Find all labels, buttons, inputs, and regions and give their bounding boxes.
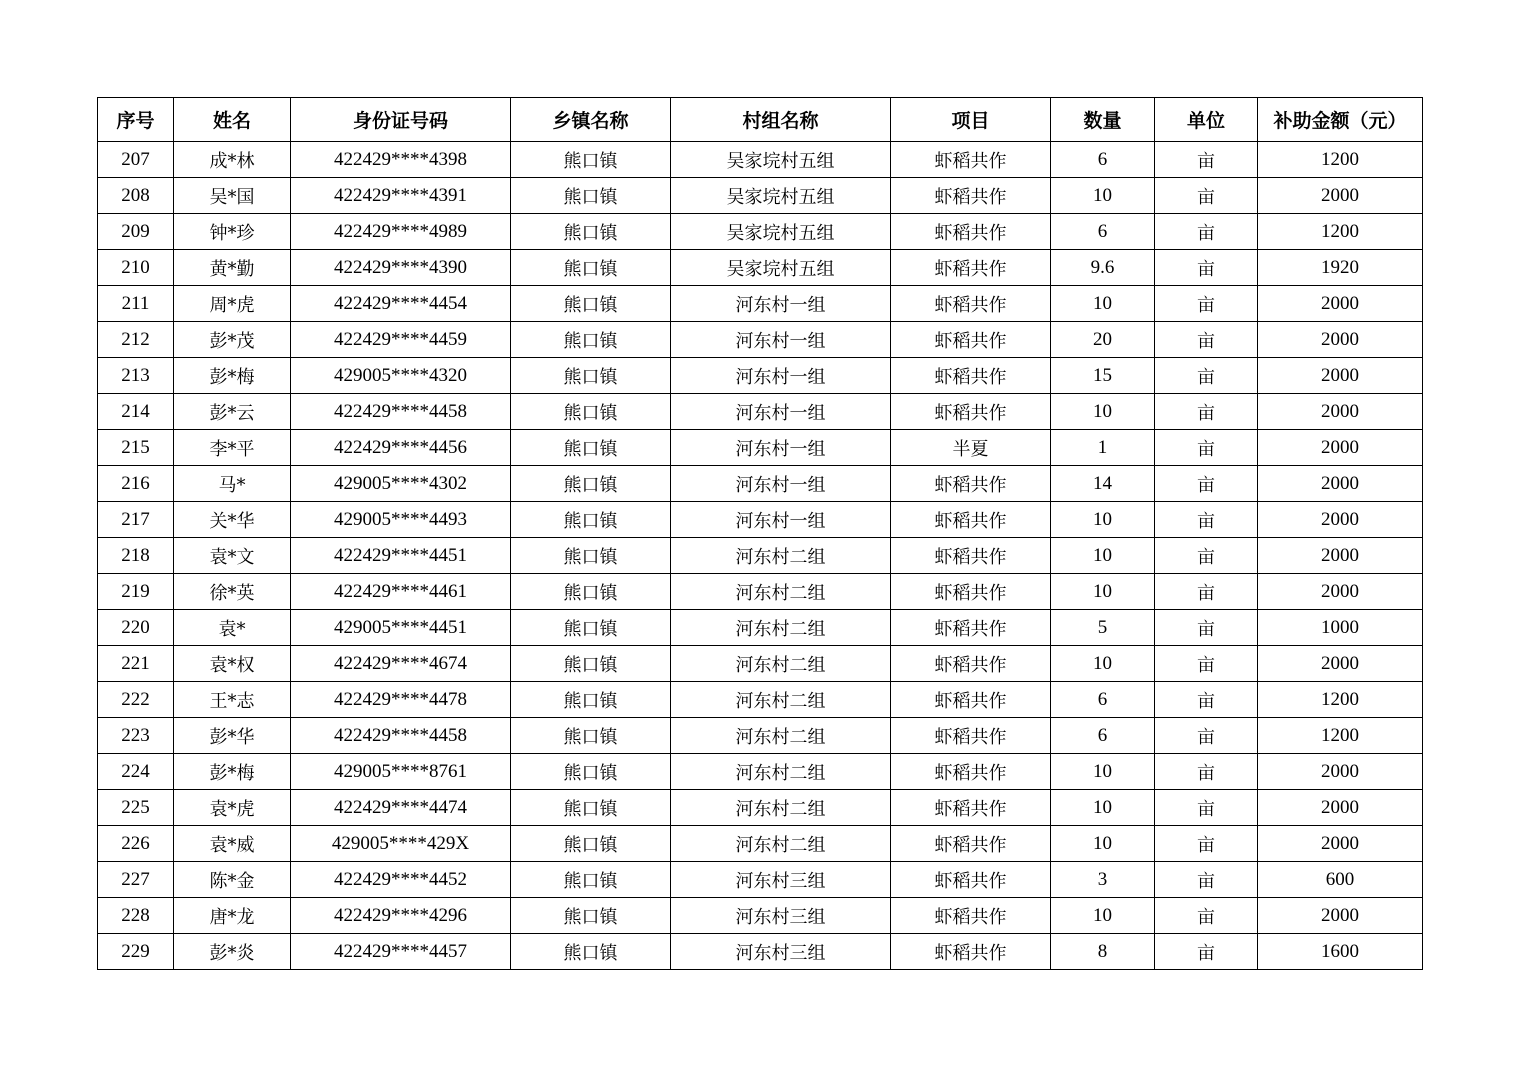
cell-id-number: 422429****4454 [291,286,511,322]
table-row [98,430,1423,466]
cell-subsidy-amount: 1200 [1258,214,1423,250]
cell-name: 周*虎 [174,286,291,322]
table-row [98,790,1423,826]
cell-serial: 218 [98,538,174,574]
cell-project: 虾稻共作 [891,754,1051,790]
cell-id-number: 422429****4391 [291,178,511,214]
cell-quantity: 6 [1051,142,1155,178]
cell-subsidy-amount: 2000 [1258,538,1423,574]
cell-unit: 亩 [1155,142,1258,178]
cell-project: 虾稻共作 [891,466,1051,502]
cell-name: 陈*金 [174,862,291,898]
table-row [98,322,1423,358]
cell-village-group: 河东村二组 [671,790,891,826]
cell-subsidy-amount: 2000 [1258,790,1423,826]
cell-serial: 217 [98,502,174,538]
cell-village-group: 河东村二组 [671,718,891,754]
cell-subsidy-amount: 2000 [1258,358,1423,394]
cell-unit: 亩 [1155,394,1258,430]
header-quantity: 数量 [1051,98,1155,142]
cell-id-number: 429005****4493 [291,502,511,538]
cell-id-number: 422429****4398 [291,142,511,178]
cell-unit: 亩 [1155,754,1258,790]
header-id-number: 身份证号码 [291,98,511,142]
cell-id-number: 422429****4458 [291,394,511,430]
cell-name: 袁*权 [174,646,291,682]
cell-town: 熊口镇 [511,430,671,466]
cell-id-number: 429005****4302 [291,466,511,502]
cell-subsidy-amount: 2000 [1258,574,1423,610]
cell-project: 虾稻共作 [891,322,1051,358]
cell-quantity: 5 [1051,610,1155,646]
cell-quantity: 10 [1051,574,1155,610]
table-body [98,142,1423,970]
cell-quantity: 10 [1051,178,1155,214]
table-row [98,466,1423,502]
cell-name: 彭*梅 [174,754,291,790]
cell-serial: 229 [98,934,174,970]
cell-id-number: 422429****4452 [291,862,511,898]
table-row [98,358,1423,394]
cell-serial: 211 [98,286,174,322]
cell-serial: 209 [98,214,174,250]
cell-id-number: 422429****4674 [291,646,511,682]
table-row [98,826,1423,862]
cell-subsidy-amount: 1200 [1258,142,1423,178]
cell-project: 虾稻共作 [891,790,1051,826]
cell-town: 熊口镇 [511,142,671,178]
cell-project: 虾稻共作 [891,682,1051,718]
header-row [98,98,1423,142]
cell-id-number: 422429****4458 [291,718,511,754]
cell-town: 熊口镇 [511,286,671,322]
cell-unit: 亩 [1155,682,1258,718]
table-row [98,286,1423,322]
cell-id-number: 422429****4461 [291,574,511,610]
cell-serial: 216 [98,466,174,502]
cell-name: 李*平 [174,430,291,466]
cell-id-number: 422429****4451 [291,538,511,574]
cell-project: 虾稻共作 [891,502,1051,538]
cell-unit: 亩 [1155,358,1258,394]
cell-subsidy-amount: 2000 [1258,826,1423,862]
table-row [98,754,1423,790]
cell-serial: 208 [98,178,174,214]
cell-unit: 亩 [1155,790,1258,826]
cell-quantity: 10 [1051,394,1155,430]
cell-village-group: 河东村一组 [671,286,891,322]
cell-serial: 227 [98,862,174,898]
cell-project: 虾稻共作 [891,214,1051,250]
cell-unit: 亩 [1155,646,1258,682]
cell-id-number: 429005****4451 [291,610,511,646]
cell-name: 彭*华 [174,718,291,754]
cell-village-group: 河东村一组 [671,322,891,358]
cell-name: 袁*威 [174,826,291,862]
header-name: 姓名 [174,98,291,142]
table-row [98,646,1423,682]
cell-name: 袁* [174,610,291,646]
cell-village-group: 河东村二组 [671,610,891,646]
cell-name: 吴*国 [174,178,291,214]
header-village-group: 村组名称 [671,98,891,142]
cell-serial: 224 [98,754,174,790]
table-row [98,610,1423,646]
cell-subsidy-amount: 2000 [1258,502,1423,538]
cell-quantity: 14 [1051,466,1155,502]
cell-village-group: 吴家垸村五组 [671,214,891,250]
header-subsidy-amount: 补助金额（元） [1258,98,1423,142]
table-row [98,394,1423,430]
table-row [98,538,1423,574]
cell-village-group: 吴家垸村五组 [671,178,891,214]
cell-serial: 226 [98,826,174,862]
cell-subsidy-amount: 2000 [1258,646,1423,682]
cell-name: 唐*龙 [174,898,291,934]
cell-unit: 亩 [1155,934,1258,970]
cell-town: 熊口镇 [511,862,671,898]
cell-unit: 亩 [1155,502,1258,538]
cell-name: 彭*梅 [174,358,291,394]
cell-project: 虾稻共作 [891,358,1051,394]
cell-serial: 214 [98,394,174,430]
cell-unit: 亩 [1155,826,1258,862]
cell-town: 熊口镇 [511,394,671,430]
cell-subsidy-amount: 2000 [1258,754,1423,790]
cell-town: 熊口镇 [511,178,671,214]
cell-serial: 219 [98,574,174,610]
cell-subsidy-amount: 1200 [1258,682,1423,718]
cell-village-group: 河东村三组 [671,898,891,934]
cell-town: 熊口镇 [511,934,671,970]
cell-quantity: 1 [1051,430,1155,466]
cell-unit: 亩 [1155,574,1258,610]
cell-project: 虾稻共作 [891,250,1051,286]
cell-town: 熊口镇 [511,538,671,574]
cell-quantity: 3 [1051,862,1155,898]
cell-unit: 亩 [1155,610,1258,646]
cell-village-group: 河东村二组 [671,826,891,862]
cell-unit: 亩 [1155,718,1258,754]
cell-serial: 207 [98,142,174,178]
cell-serial: 212 [98,322,174,358]
cell-id-number: 422429****4456 [291,430,511,466]
cell-village-group: 河东村一组 [671,394,891,430]
cell-village-group: 河东村二组 [671,754,891,790]
cell-village-group: 河东村二组 [671,538,891,574]
cell-project: 虾稻共作 [891,898,1051,934]
cell-serial: 221 [98,646,174,682]
cell-town: 熊口镇 [511,754,671,790]
cell-name: 关*华 [174,502,291,538]
cell-unit: 亩 [1155,178,1258,214]
cell-subsidy-amount: 2000 [1258,898,1423,934]
cell-village-group: 河东村三组 [671,934,891,970]
cell-project: 虾稻共作 [891,826,1051,862]
cell-town: 熊口镇 [511,898,671,934]
cell-project: 虾稻共作 [891,142,1051,178]
cell-quantity: 20 [1051,322,1155,358]
cell-quantity: 6 [1051,682,1155,718]
cell-quantity: 10 [1051,790,1155,826]
cell-town: 熊口镇 [511,214,671,250]
cell-id-number: 422429****4459 [291,322,511,358]
cell-unit: 亩 [1155,538,1258,574]
cell-village-group: 河东村一组 [671,358,891,394]
cell-quantity: 10 [1051,646,1155,682]
table-row [98,934,1423,970]
header-serial: 序号 [98,98,174,142]
cell-subsidy-amount: 2000 [1258,466,1423,502]
table-row [98,142,1423,178]
cell-project: 虾稻共作 [891,178,1051,214]
cell-project: 虾稻共作 [891,934,1051,970]
cell-name: 彭*炎 [174,934,291,970]
header-project: 项目 [891,98,1051,142]
cell-unit: 亩 [1155,250,1258,286]
cell-quantity: 10 [1051,286,1155,322]
header-unit: 单位 [1155,98,1258,142]
cell-town: 熊口镇 [511,646,671,682]
cell-id-number: 422429****4390 [291,250,511,286]
cell-town: 熊口镇 [511,610,671,646]
cell-name: 黄*勤 [174,250,291,286]
cell-project: 虾稻共作 [891,862,1051,898]
cell-project: 虾稻共作 [891,646,1051,682]
cell-subsidy-amount: 2000 [1258,178,1423,214]
cell-village-group: 河东村二组 [671,574,891,610]
cell-town: 熊口镇 [511,358,671,394]
cell-serial: 215 [98,430,174,466]
cell-town: 熊口镇 [511,826,671,862]
cell-unit: 亩 [1155,862,1258,898]
cell-id-number: 422429****4478 [291,682,511,718]
cell-quantity: 6 [1051,718,1155,754]
cell-unit: 亩 [1155,430,1258,466]
cell-town: 熊口镇 [511,682,671,718]
cell-quantity: 10 [1051,826,1155,862]
cell-quantity: 9.6 [1051,250,1155,286]
cell-village-group: 吴家垸村五组 [671,250,891,286]
cell-village-group: 河东村一组 [671,430,891,466]
cell-town: 熊口镇 [511,718,671,754]
cell-quantity: 10 [1051,502,1155,538]
cell-subsidy-amount: 1000 [1258,610,1423,646]
cell-subsidy-amount: 1600 [1258,934,1423,970]
cell-town: 熊口镇 [511,322,671,358]
cell-village-group: 河东村一组 [671,466,891,502]
cell-quantity: 10 [1051,898,1155,934]
cell-project: 半夏 [891,430,1051,466]
cell-quantity: 10 [1051,538,1155,574]
cell-id-number: 422429****4474 [291,790,511,826]
cell-subsidy-amount: 2000 [1258,286,1423,322]
cell-quantity: 10 [1051,754,1155,790]
cell-name: 袁*文 [174,538,291,574]
cell-name: 马* [174,466,291,502]
cell-subsidy-amount: 2000 [1258,322,1423,358]
cell-id-number: 422429****4989 [291,214,511,250]
cell-village-group: 河东村三组 [671,862,891,898]
cell-project: 虾稻共作 [891,718,1051,754]
table-row [98,178,1423,214]
table-row [98,574,1423,610]
cell-name: 王*志 [174,682,291,718]
cell-village-group: 河东村一组 [671,502,891,538]
cell-unit: 亩 [1155,322,1258,358]
cell-id-number: 429005****429X [291,826,511,862]
subsidy-table [97,97,1423,970]
table-row [98,718,1423,754]
cell-quantity: 6 [1051,214,1155,250]
cell-subsidy-amount: 2000 [1258,430,1423,466]
cell-subsidy-amount: 2000 [1258,394,1423,430]
cell-village-group: 河东村二组 [671,682,891,718]
cell-serial: 222 [98,682,174,718]
cell-town: 熊口镇 [511,790,671,826]
cell-name: 袁*虎 [174,790,291,826]
cell-unit: 亩 [1155,286,1258,322]
cell-subsidy-amount: 1920 [1258,250,1423,286]
cell-project: 虾稻共作 [891,574,1051,610]
cell-serial: 223 [98,718,174,754]
cell-project: 虾稻共作 [891,286,1051,322]
cell-town: 熊口镇 [511,466,671,502]
cell-id-number: 422429****4457 [291,934,511,970]
cell-project: 虾稻共作 [891,538,1051,574]
cell-town: 熊口镇 [511,250,671,286]
cell-subsidy-amount: 600 [1258,862,1423,898]
cell-id-number: 422429****4296 [291,898,511,934]
cell-quantity: 8 [1051,934,1155,970]
cell-name: 徐*英 [174,574,291,610]
cell-serial: 213 [98,358,174,394]
cell-quantity: 15 [1051,358,1155,394]
cell-serial: 228 [98,898,174,934]
table-row [98,898,1423,934]
cell-unit: 亩 [1155,466,1258,502]
cell-village-group: 吴家垸村五组 [671,142,891,178]
table-row [98,682,1423,718]
cell-id-number: 429005****4320 [291,358,511,394]
table-row [98,214,1423,250]
cell-unit: 亩 [1155,898,1258,934]
cell-project: 虾稻共作 [891,394,1051,430]
cell-serial: 210 [98,250,174,286]
cell-serial: 225 [98,790,174,826]
cell-unit: 亩 [1155,214,1258,250]
cell-project: 虾稻共作 [891,610,1051,646]
header-town: 乡镇名称 [511,98,671,142]
cell-town: 熊口镇 [511,502,671,538]
cell-village-group: 河东村二组 [671,646,891,682]
cell-serial: 220 [98,610,174,646]
table-row [98,250,1423,286]
cell-name: 彭*茂 [174,322,291,358]
table-row [98,502,1423,538]
cell-name: 成*林 [174,142,291,178]
cell-subsidy-amount: 1200 [1258,718,1423,754]
cell-town: 熊口镇 [511,574,671,610]
cell-name: 彭*云 [174,394,291,430]
cell-id-number: 429005****8761 [291,754,511,790]
cell-name: 钟*珍 [174,214,291,250]
table-row [98,862,1423,898]
